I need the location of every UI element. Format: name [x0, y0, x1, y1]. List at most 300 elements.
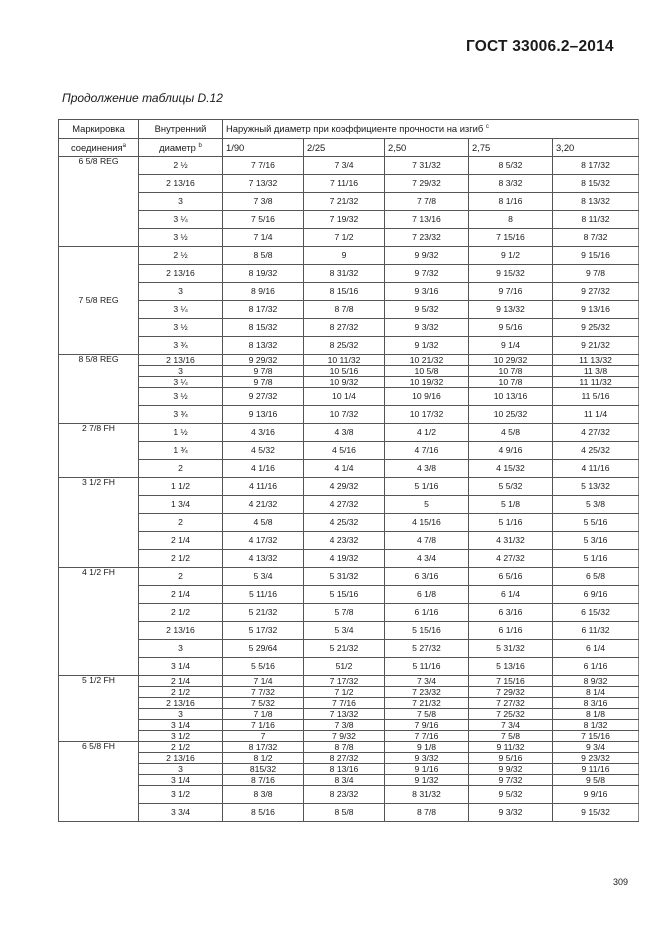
- outer-diameter-cell: 8 3/16: [553, 698, 639, 709]
- inner-diameter-cell: 3 1/2: [139, 786, 223, 804]
- table-row: [59, 366, 639, 377]
- inner-diameter-cell: 2: [139, 460, 223, 478]
- outer-diameter-cell: 4 11/16: [553, 460, 639, 478]
- outer-diameter-cell: 5 5/16: [553, 514, 639, 532]
- outer-diameter-cell: 7 13/16: [385, 211, 469, 229]
- outer-diameter-cell: 11 13/32: [553, 355, 639, 366]
- outer-diameter-cell: 11 3/8: [553, 366, 639, 377]
- outer-diameter-cell: 8 7/32: [553, 229, 639, 247]
- outer-diameter-cell: 7 3/8: [304, 720, 385, 731]
- outer-diameter-cell: 7 3/8: [223, 193, 304, 211]
- inner-diameter-cell: 3: [139, 366, 223, 377]
- outer-diameter-cell: 8 5/32: [469, 157, 553, 175]
- outer-diameter-cell: 4 27/32: [469, 550, 553, 568]
- table-row: [59, 550, 639, 568]
- outer-diameter-cell: 6 3/16: [469, 604, 553, 622]
- table-row: [59, 211, 639, 229]
- inner-diameter-cell: 2 1/2: [139, 687, 223, 698]
- outer-diameter-cell: 10 21/32: [385, 355, 469, 366]
- table-row: [59, 229, 639, 247]
- outer-diameter-cell: 7 13/32: [304, 709, 385, 720]
- outer-diameter-cell: 5 21/32: [304, 640, 385, 658]
- table-header: [59, 120, 639, 157]
- header-marking-text: соединения: [71, 141, 123, 153]
- outer-diameter-cell: 5 1/16: [385, 478, 469, 496]
- outer-diameter-cell: 5 1/8: [469, 496, 553, 514]
- inner-diameter-cell: 3 ¾: [139, 337, 223, 355]
- table-row: [59, 460, 639, 478]
- outer-diameter-cell: 10 19/32: [385, 377, 469, 388]
- outer-diameter-cell: 4 21/32: [223, 496, 304, 514]
- table-row: [59, 442, 639, 460]
- outer-diameter-cell: 8 13/16: [304, 764, 385, 775]
- outer-diameter-cell: 8 17/32: [223, 301, 304, 319]
- outer-diameter-cell: 9 5/32: [469, 786, 553, 804]
- outer-diameter-cell: 4 15/32: [469, 460, 553, 478]
- outer-diameter-cell: 5 1/16: [553, 550, 639, 568]
- inner-diameter-cell: 2 13/16: [139, 753, 223, 764]
- outer-diameter-cell: 5 31/32: [469, 640, 553, 658]
- inner-diameter-cell: 3 ½: [139, 319, 223, 337]
- outer-diameter-cell: 4 1/4: [304, 460, 385, 478]
- outer-diameter-cell: 5 5/32: [469, 478, 553, 496]
- table-row: [59, 676, 639, 687]
- outer-diameter-cell: 5: [385, 496, 469, 514]
- header-inner-line2: [139, 139, 223, 157]
- outer-diameter-cell: 7 5/16: [223, 211, 304, 229]
- outer-diameter-cell: 8 1/4: [553, 687, 639, 698]
- header-outer-text: Наружный диаметр при коэффициенте прочности на изгиб: [226, 123, 484, 135]
- outer-diameter-cell: 4 15/16: [385, 514, 469, 532]
- table-row: [59, 319, 639, 337]
- outer-diameter-cell: 6 1/8: [385, 586, 469, 604]
- inner-diameter-cell: 2 13/16: [139, 622, 223, 640]
- outer-diameter-cell: 9 23/32: [553, 753, 639, 764]
- outer-diameter-cell: 8 17/32: [223, 742, 304, 753]
- inner-diameter-cell: 3 ¼: [139, 301, 223, 319]
- outer-diameter-cell: 8 3/4: [304, 775, 385, 786]
- outer-diameter-cell: 10 5/16: [304, 366, 385, 377]
- outer-diameter-cell: 9 13/16: [553, 301, 639, 319]
- outer-diameter-cell: 6 1/16: [385, 604, 469, 622]
- outer-diameter-cell: 7 5/8: [469, 731, 553, 742]
- outer-diameter-cell: 4 9/16: [469, 442, 553, 460]
- table-row: [59, 424, 639, 442]
- outer-diameter-cell: 8 15/32: [223, 319, 304, 337]
- outer-diameter-cell: 4 27/32: [553, 424, 639, 442]
- outer-diameter-cell: 8 11/32: [553, 211, 639, 229]
- table-row: [59, 247, 639, 265]
- outer-diameter-cell: 7 9/32: [304, 731, 385, 742]
- outer-diameter-cell: 9 1/32: [385, 775, 469, 786]
- connection-marking-cell: 5 1/2 FH: [59, 676, 139, 742]
- outer-diameter-cell: 9 1/8: [385, 742, 469, 753]
- outer-diameter-cell: 10 7/8: [469, 377, 553, 388]
- table-row: [59, 355, 639, 366]
- inner-diameter-cell: 2 13/16: [139, 698, 223, 709]
- outer-diameter-cell: 9 7/8: [553, 265, 639, 283]
- outer-diameter-cell: 10 9/16: [385, 388, 469, 406]
- table-row: [59, 764, 639, 775]
- table-row: [59, 604, 639, 622]
- outer-diameter-cell: 9 7/8: [223, 377, 304, 388]
- inner-diameter-cell: 1 ¾: [139, 442, 223, 460]
- table-row: [59, 193, 639, 211]
- page-number: 309: [613, 877, 629, 887]
- outer-diameter-cell: 9 3/32: [385, 319, 469, 337]
- inner-diameter-cell: 2 1/4: [139, 532, 223, 550]
- outer-diameter-cell: 8 7/8: [385, 804, 469, 822]
- outer-diameter-cell: 5 15/16: [304, 586, 385, 604]
- outer-diameter-cell: 10 13/16: [469, 388, 553, 406]
- outer-diameter-cell: 8 27/32: [304, 753, 385, 764]
- table-row: [59, 804, 639, 822]
- outer-diameter-cell: 5 13/32: [553, 478, 639, 496]
- inner-diameter-cell: 3 1/4: [139, 775, 223, 786]
- outer-diameter-cell: 5 31/32: [304, 568, 385, 586]
- outer-diameter-cell: 7 25/32: [469, 709, 553, 720]
- outer-diameter-cell: 8 25/32: [304, 337, 385, 355]
- outer-diameter-cell: 9 15/32: [469, 265, 553, 283]
- outer-diameter-cell: 9 29/32: [223, 355, 304, 366]
- outer-diameter-cell: 8 15/32: [553, 175, 639, 193]
- table-row: [59, 301, 639, 319]
- table-body: [59, 157, 639, 822]
- outer-diameter-cell: 10 7/8: [469, 366, 553, 377]
- table-row: [59, 406, 639, 424]
- outer-diameter-cell: 4 7/8: [385, 532, 469, 550]
- outer-diameter-cell: 6 1/16: [469, 622, 553, 640]
- table-row: [59, 687, 639, 698]
- outer-diameter-cell: 4 17/32: [223, 532, 304, 550]
- outer-diameter-cell: 8: [469, 211, 553, 229]
- outer-diameter-cell: 9 15/32: [553, 804, 639, 822]
- table-row: [59, 478, 639, 496]
- outer-diameter-cell: 7 1/2: [304, 229, 385, 247]
- inner-diameter-cell: 3: [139, 193, 223, 211]
- outer-diameter-cell: 9 3/4: [553, 742, 639, 753]
- outer-diameter-cell: 4 3/8: [385, 460, 469, 478]
- outer-diameter-cell: 7 7/16: [385, 731, 469, 742]
- outer-diameter-cell: 7 5/8: [385, 709, 469, 720]
- outer-diameter-cell: 5 5/16: [223, 658, 304, 676]
- table-row: [59, 742, 639, 753]
- outer-diameter-cell: 8 15/16: [304, 283, 385, 301]
- outer-diameter-cell: 8 9/32: [553, 676, 639, 687]
- outer-diameter-cell: 8 1/2: [223, 753, 304, 764]
- outer-diameter-cell: 9 1/16: [385, 764, 469, 775]
- outer-diameter-cell: 5 15/16: [385, 622, 469, 640]
- outer-diameter-cell: 7 5/32: [223, 698, 304, 709]
- outer-diameter-cell: 9 13/32: [469, 301, 553, 319]
- outer-diameter-cell: 6 3/16: [385, 568, 469, 586]
- outer-diameter-cell: 51/2: [304, 658, 385, 676]
- header-outer-footnote: c: [485, 124, 489, 131]
- outer-diameter-cell: 7 19/32: [304, 211, 385, 229]
- header-coef-1: 1/90: [223, 139, 304, 157]
- outer-diameter-cell: 8 5/8: [223, 247, 304, 265]
- table-caption: Продолжение таблицы D.12: [62, 91, 223, 105]
- connection-marking-cell: 3 1/2 FH: [59, 478, 139, 568]
- outer-diameter-cell: 7 17/32: [304, 676, 385, 687]
- outer-diameter-cell: 9 21/32: [553, 337, 639, 355]
- outer-diameter-cell: 9 27/32: [223, 388, 304, 406]
- table-row: [59, 658, 639, 676]
- outer-diameter-cell: 4 3/8: [304, 424, 385, 442]
- outer-diameter-cell: 9 3/16: [385, 283, 469, 301]
- outer-diameter-cell: 7 31/32: [385, 157, 469, 175]
- outer-diameter-cell: 5 11/16: [385, 658, 469, 676]
- outer-diameter-cell: 7 23/32: [385, 229, 469, 247]
- outer-diameter-cell: 8 23/32: [304, 786, 385, 804]
- inner-diameter-cell: 3: [139, 283, 223, 301]
- table-row: [59, 753, 639, 764]
- inner-diameter-cell: 2 13/16: [139, 175, 223, 193]
- outer-diameter-cell: 9 5/16: [469, 753, 553, 764]
- table-row: [59, 175, 639, 193]
- outer-diameter-cell: 8 7/8: [304, 301, 385, 319]
- outer-diameter-cell: 7 11/16: [304, 175, 385, 193]
- outer-diameter-cell: 8 1/16: [469, 193, 553, 211]
- header-inner-footnote: b: [198, 142, 202, 149]
- outer-diameter-cell: 9 7/16: [469, 283, 553, 301]
- outer-diameter-cell: 4 3/16: [223, 424, 304, 442]
- inner-diameter-cell: 2 13/16: [139, 265, 223, 283]
- connection-marking-cell: 4 1/2 FH: [59, 568, 139, 676]
- inner-diameter-cell: 2 1/2: [139, 604, 223, 622]
- inner-diameter-cell: 2 ½: [139, 157, 223, 175]
- outer-diameter-cell: 4 7/16: [385, 442, 469, 460]
- outer-diameter-cell: 4 11/16: [223, 478, 304, 496]
- table-row: [59, 377, 639, 388]
- outer-diameter-cell: 7 7/32: [223, 687, 304, 698]
- outer-diameter-cell: 7 7/16: [304, 698, 385, 709]
- outer-diameter-cell: 10 17/32: [385, 406, 469, 424]
- outer-diameter-cell: 6 5/16: [469, 568, 553, 586]
- outer-diameter-cell: 9 9/16: [553, 786, 639, 804]
- outer-diameter-cell: 4 25/32: [304, 514, 385, 532]
- inner-diameter-cell: 3: [139, 640, 223, 658]
- outer-diameter-cell: 8 31/32: [304, 265, 385, 283]
- outer-diameter-cell: 6 11/32: [553, 622, 639, 640]
- outer-diameter-cell: 8 7/8: [304, 742, 385, 753]
- outer-diameter-cell: 9 5/32: [385, 301, 469, 319]
- outer-diameter-cell: 4 1/2: [385, 424, 469, 442]
- outer-diameter-cell: 7 1/4: [223, 229, 304, 247]
- outer-diameter-cell: 8 7/16: [223, 775, 304, 786]
- outer-diameter-cell: 10 25/32: [469, 406, 553, 424]
- outer-diameter-cell: 7 15/16: [469, 676, 553, 687]
- outer-diameter-cell: 4 19/32: [304, 550, 385, 568]
- outer-diameter-cell: 7 27/32: [469, 698, 553, 709]
- outer-diameter-cell: 7 3/4: [304, 157, 385, 175]
- outer-diameter-cell: 7: [223, 731, 304, 742]
- outer-diameter-cell: 8 3/32: [469, 175, 553, 193]
- outer-diameter-cell: 4 3/4: [385, 550, 469, 568]
- outer-diameter-cell: 9 1/32: [385, 337, 469, 355]
- header-coef-2: 2/25: [304, 139, 385, 157]
- table-row: [59, 775, 639, 786]
- outer-diameter-cell: 10 9/32: [304, 377, 385, 388]
- outer-diameter-cell: 5 13/16: [469, 658, 553, 676]
- outer-diameter-cell: 7 1/16: [223, 720, 304, 731]
- outer-diameter-cell: 6 5/8: [553, 568, 639, 586]
- inner-diameter-cell: 2 1/4: [139, 586, 223, 604]
- outer-diameter-cell: 7 1/8: [223, 709, 304, 720]
- outer-diameter-cell: 7 13/32: [223, 175, 304, 193]
- outer-diameter-cell: 5 3/4: [304, 622, 385, 640]
- outer-diameter-cell: 4 29/32: [304, 478, 385, 496]
- outer-diameter-cell: 9 11/16: [553, 764, 639, 775]
- inner-diameter-cell: 2 ½: [139, 247, 223, 265]
- outer-diameter-cell: 8 9/16: [223, 283, 304, 301]
- outer-diameter-cell: 7 1/4: [223, 676, 304, 687]
- outer-diameter-cell: 9 7/32: [385, 265, 469, 283]
- outer-diameter-cell: 10 1/4: [304, 388, 385, 406]
- inner-diameter-cell: 1 ½: [139, 424, 223, 442]
- outer-diameter-cell: 9 9/32: [469, 764, 553, 775]
- outer-diameter-cell: 5 1/16: [469, 514, 553, 532]
- inner-diameter-cell: 2 1/4: [139, 676, 223, 687]
- table-row: [59, 731, 639, 742]
- outer-diameter-cell: 10 29/32: [469, 355, 553, 366]
- table-row: [59, 496, 639, 514]
- inner-diameter-cell: 2 13/16: [139, 355, 223, 366]
- outer-diameter-cell: 4 23/32: [304, 532, 385, 550]
- inner-diameter-cell: 3 ¼: [139, 211, 223, 229]
- table-row: [59, 337, 639, 355]
- inner-diameter-cell: 3 ¼: [139, 377, 223, 388]
- table-row: [59, 568, 639, 586]
- outer-diameter-cell: 7 3/4: [385, 676, 469, 687]
- outer-diameter-cell: 9 7/8: [223, 366, 304, 377]
- inner-diameter-cell: 3 1/4: [139, 658, 223, 676]
- table-row: [59, 786, 639, 804]
- outer-diameter-cell: 4 25/32: [553, 442, 639, 460]
- outer-diameter-cell: 9 13/16: [223, 406, 304, 424]
- outer-diameter-cell: 9 25/32: [553, 319, 639, 337]
- inner-diameter-cell: 3 ½: [139, 229, 223, 247]
- inner-diameter-cell: 3 ½: [139, 388, 223, 406]
- outer-diameter-cell: 5 27/32: [385, 640, 469, 658]
- outer-diameter-cell: 7 21/32: [304, 193, 385, 211]
- outer-diameter-cell: 4 13/32: [223, 550, 304, 568]
- table-row: [59, 514, 639, 532]
- outer-diameter-cell: 11 5/16: [553, 388, 639, 406]
- outer-diameter-cell: 7 29/32: [469, 687, 553, 698]
- outer-diameter-cell: 9 7/32: [469, 775, 553, 786]
- outer-diameter-cell: 4 5/16: [304, 442, 385, 460]
- outer-diameter-cell: 8 27/32: [304, 319, 385, 337]
- table-row: [59, 640, 639, 658]
- outer-diameter-cell: 5 17/32: [223, 622, 304, 640]
- inner-diameter-cell: 2: [139, 568, 223, 586]
- outer-diameter-cell: 6 15/32: [553, 604, 639, 622]
- outer-diameter-cell: 7 29/32: [385, 175, 469, 193]
- outer-diameter-cell: 9 1/4: [469, 337, 553, 355]
- outer-diameter-cell: 7 9/16: [385, 720, 469, 731]
- inner-diameter-cell: 3: [139, 764, 223, 775]
- outer-diameter-cell: 815/32: [223, 764, 304, 775]
- inner-diameter-cell: 3 ¾: [139, 406, 223, 424]
- outer-diameter-cell: 9 3/32: [385, 753, 469, 764]
- outer-diameter-cell: 4 5/32: [223, 442, 304, 460]
- table-row: [59, 622, 639, 640]
- inner-diameter-cell: 1 3/4: [139, 496, 223, 514]
- data-table: [58, 119, 639, 822]
- outer-diameter-cell: 6 1/16: [553, 658, 639, 676]
- header-marking-line1: Маркировка: [59, 120, 139, 139]
- outer-diameter-cell: 5 11/16: [223, 586, 304, 604]
- outer-diameter-cell: 8 5/8: [304, 804, 385, 822]
- header-inner-text: диаметр: [159, 141, 196, 153]
- outer-diameter-cell: 8 3/8: [223, 786, 304, 804]
- outer-diameter-cell: 9 1/2: [469, 247, 553, 265]
- connection-marking-cell: 7 5/8 REG: [59, 247, 139, 355]
- outer-diameter-cell: 4 1/16: [223, 460, 304, 478]
- outer-diameter-cell: 8 31/32: [385, 786, 469, 804]
- outer-diameter-cell: 7 7/16: [223, 157, 304, 175]
- inner-diameter-cell: 2 1/2: [139, 742, 223, 753]
- outer-diameter-cell: 9 27/32: [553, 283, 639, 301]
- header-inner-line1: Внутренний: [139, 120, 223, 139]
- outer-diameter-cell: 4 27/32: [304, 496, 385, 514]
- outer-diameter-cell: 6 9/16: [553, 586, 639, 604]
- inner-diameter-cell: 1 1/2: [139, 478, 223, 496]
- outer-diameter-cell: 8 1/32: [553, 720, 639, 731]
- header-coef-3: 2,50: [385, 139, 469, 157]
- connection-marking-cell: 6 5/8 REG: [59, 157, 139, 247]
- outer-diameter-cell: 7 15/16: [469, 229, 553, 247]
- outer-diameter-cell: 7 1/2: [304, 687, 385, 698]
- inner-diameter-cell: 3 3/4: [139, 804, 223, 822]
- table-row: [59, 532, 639, 550]
- inner-diameter-cell: 3 1/2: [139, 731, 223, 742]
- table-row: [59, 388, 639, 406]
- outer-diameter-cell: 5 21/32: [223, 604, 304, 622]
- outer-diameter-cell: 8 5/16: [223, 804, 304, 822]
- table-row: [59, 698, 639, 709]
- outer-diameter-cell: 9: [304, 247, 385, 265]
- outer-diameter-cell: 9 5/8: [553, 775, 639, 786]
- outer-diameter-cell: 5 3/16: [553, 532, 639, 550]
- header-coef-5: 3,20: [553, 139, 639, 157]
- inner-diameter-cell: 2: [139, 514, 223, 532]
- table-row: [59, 265, 639, 283]
- outer-diameter-cell: 8 1/8: [553, 709, 639, 720]
- table-row: [59, 720, 639, 731]
- outer-diameter-cell: 7 3/4: [469, 720, 553, 731]
- outer-diameter-cell: 7 15/16: [553, 731, 639, 742]
- outer-diameter-cell: 5 7/8: [304, 604, 385, 622]
- inner-diameter-cell: 2 1/2: [139, 550, 223, 568]
- outer-diameter-cell: 8 19/32: [223, 265, 304, 283]
- outer-diameter-cell: 8 17/32: [553, 157, 639, 175]
- outer-diameter-cell: 9 11/32: [469, 742, 553, 753]
- outer-diameter-cell: 4 31/32: [469, 532, 553, 550]
- table-row: [59, 709, 639, 720]
- outer-diameter-cell: 11 1/4: [553, 406, 639, 424]
- table-row: [59, 586, 639, 604]
- table-row: [59, 157, 639, 175]
- outer-diameter-cell: 5 29/64: [223, 640, 304, 658]
- outer-diameter-cell: 10 7/32: [304, 406, 385, 424]
- outer-diameter-cell: 9 3/32: [469, 804, 553, 822]
- connection-marking-cell: 2 7/8 FH: [59, 424, 139, 478]
- outer-diameter-cell: 10 5/8: [385, 366, 469, 377]
- outer-diameter-cell: 7 23/32: [385, 687, 469, 698]
- header-coef-4: 2,75: [469, 139, 553, 157]
